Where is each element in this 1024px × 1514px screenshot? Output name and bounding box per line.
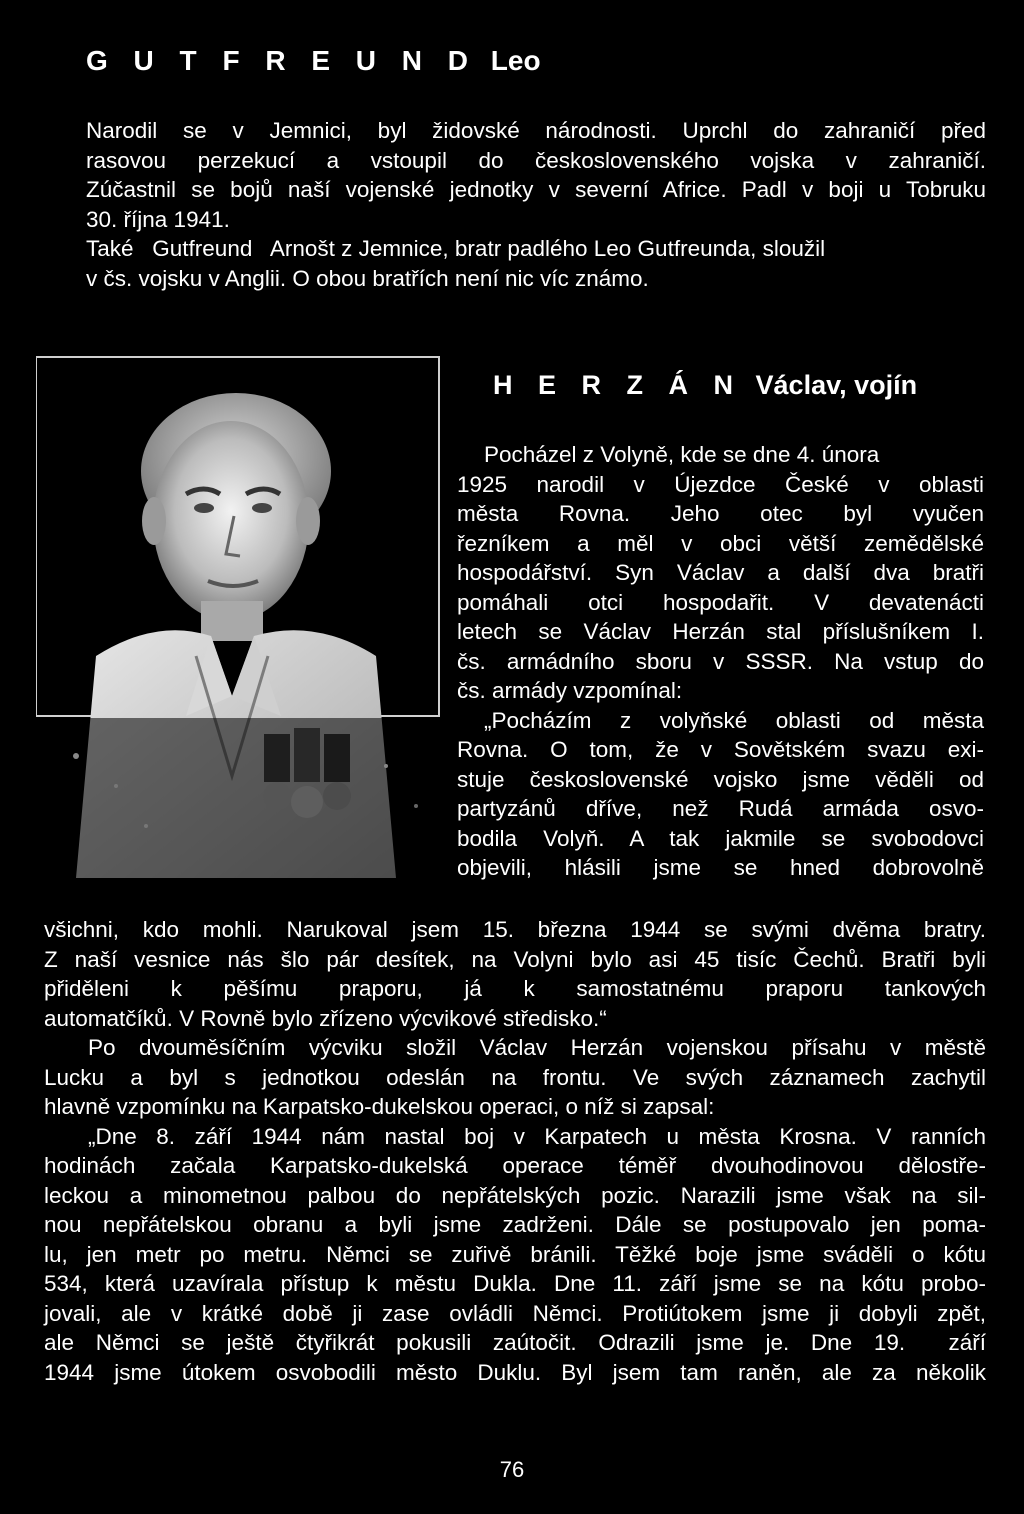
text-line: letech se Václav Herzán stal příslušníkem I. [457,619,984,644]
text-line: hospodářství. Syn Václav a další dva bratři [457,560,984,585]
herzan-heading [493,368,917,402]
text-line: partyzánů dříve, než Rudá armáda osvo- [457,796,984,821]
text-line: ale Němci se ještě čtyřikrát pokusili zaútočit. Odrazili jsme je. Dne 19. září [44,1330,986,1355]
text-line: města Rovna. Jeho otec byl vyučen [457,501,984,526]
text-line: nou nepřátelskou obranu a byli jsme zadrženi. Dále se postupovalo jen poma- [44,1212,986,1237]
text-line: pomáhali otci hospodařit. V devatenácti [457,589,984,615]
gutfreund-name: Leo [490,45,541,76]
text-line: Pocházel z Volyně, kde se dne 4. února [484,442,880,467]
text-line: Po dvouměsíčním výcviku složil Václav Herzán vojenskou přísahu v městě [88,1035,986,1060]
text-line: čs. armády vzpomínal: [457,678,683,703]
herzan-surname: H E R Z Á N [493,370,743,400]
page-number: 76 [499,1457,525,1482]
text-line: stuje československé vojsko jsme věděli od [457,766,984,792]
gutfreund-surname: G U T F R E U N D [86,45,477,76]
text-line: leckou a minometnou palbou do nepřátelských pozic. Narazili jsme však na sil- [44,1182,986,1208]
text-line: v čs. vojsku v Anglii. O obou bratřích není nic víc známo. [86,265,649,291]
text-line: bodila Volyň. A tak jakmile se svobodovci [457,825,984,851]
herzan-name: Václav, vojín [755,370,918,400]
text-line: objevili, hlásili jsme se hned dobrovolně [457,855,984,880]
text-line: Rovna. O tom, že v Sovětském svazu exi- [457,737,984,762]
portrait-photo [36,356,440,878]
text-line: 30. října 1941. [86,206,230,232]
text-line: čs. armádního sboru v SSSR. Na vstup do [457,648,984,674]
text-line: Zúčastnil se bojů naší vojenské jednotky v severní Africe. Padl v boji u Tobruku [86,177,986,202]
gutfreund-heading [86,44,541,78]
text-line: 1925 narodil v Újezdce České v oblasti [457,471,984,497]
herzan-biography-full [44,915,986,1387]
text-line: automatčíků. V Rovně bylo zřízeno výcvikové středisko.“ [44,1005,607,1031]
text-line: Narodil se v Jemnici, byl židovské národnosti. Uprchl do zahraničí před [86,118,986,143]
text-line: „Pocházím z volyňské oblasti od města [484,707,984,733]
text-line: jovali, ale v krátké době ji zase ovládli Němci. Protiútokem jsme ji dobyli zpět, [44,1300,986,1326]
text-line: Také Gutfreund Arnošt z Jemnice, bratr padlého Leo Gutfreunda, sloužil [86,236,826,261]
herzan-biography-side [457,440,984,883]
text-line: Z naší vesnice nás šlo pár desítek, na Volyni bylo asi 45 tisíc Čechů. Bratři byli [44,946,986,972]
text-line: „Dne 8. září 1944 nám nastal boj v Karpatech u města Krosna. V ranních [88,1123,986,1149]
text-line: lu, jen metr po metru. Němci se zuřivě bránili. Těžké boje jsme sváděli o kótu [44,1241,986,1267]
text-line: rasovou perzekucí a vstoupil do československého vojska v zahraničí. [86,147,986,173]
gutfreund-biography [86,116,986,293]
text-line: přiděleni k pěšímu praporu, já k samostatnému praporu tankových [44,976,986,1001]
text-line: 534, která uzavírala přístup k městu Dukla. Dne 11. září jsme se na kótu probo- [44,1271,986,1296]
text-line: Lucku a byl s jednotkou odeslán na frontu. Ve svých záznamech zachytil [44,1064,986,1090]
text-line: 1944 jsme útokem osvobodili město Duklu. Byl jsem tam raněn, ale za několik [44,1359,986,1385]
text-line: hodinách začala Karpatsko-dukelská operace téměř dvouhodinovou dělostře- [44,1153,986,1178]
text-line: všichni, kdo mohli. Narukoval jsem 15. března 1944 se svými dvěma bratry. [44,917,986,942]
text-line: řezníkem a měl v obci větší zemědělské [457,530,984,556]
text-line: hlavně vzpomínku na Karpatsko-dukelskou operaci, o níž si zapsal: [44,1094,715,1119]
